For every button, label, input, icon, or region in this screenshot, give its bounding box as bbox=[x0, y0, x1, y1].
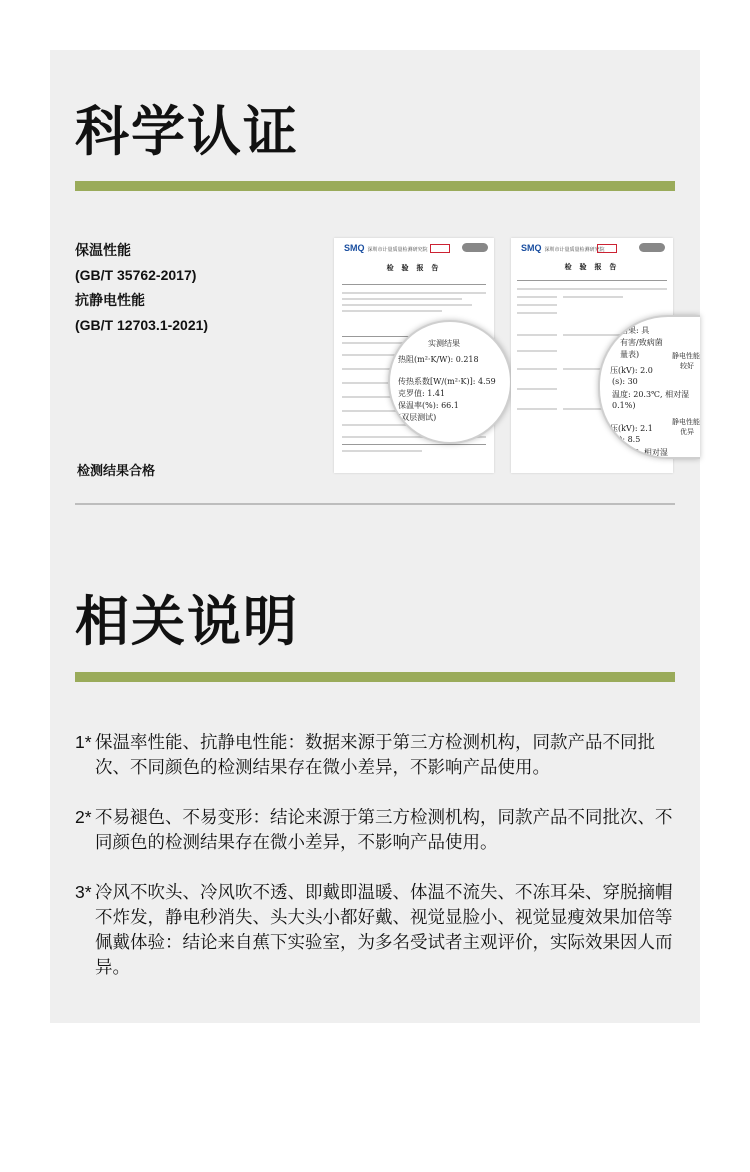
section-title-notes: 相关说明 bbox=[75, 592, 299, 652]
content-panel bbox=[50, 50, 700, 1023]
note-text: 冷风不吹头、冷风吹不透、即戴即温暖、体温不流失、不冻耳朵、穿脱摘帽不炸发，静电秒消失、头大头小都好戴、视觉显脸小、视觉显瘦效果加倍等佩戴体验：结论来自蕉下实验室，为多名受试者主观评价，实际效果因人而异。 bbox=[95, 882, 673, 977]
note-number: 1* bbox=[75, 732, 92, 752]
note-item bbox=[75, 805, 680, 855]
report-title: 检 验 报 告 bbox=[564, 264, 620, 271]
cert-list bbox=[75, 238, 208, 338]
magnified-result-1: 实测结果 热阻(m²·K/W): 0.218 传热系数[W/(m²·K)]: 4.59 克罗值: 1.41 保温率(%): 66.1 (双层测试) bbox=[388, 320, 512, 444]
section-divider bbox=[75, 503, 675, 505]
accent-bar bbox=[75, 181, 675, 191]
stamp-icon bbox=[430, 244, 450, 253]
cma-logo-icon bbox=[462, 243, 488, 252]
note-number: 2* bbox=[75, 807, 92, 827]
cert-line: 抗静电性能 bbox=[75, 292, 145, 308]
note-text: 保温率性能、抗静电性能：数据来源于第三方检测机构，同款产品不同批次、不同颜色的检测结果存在微小差异，不影响产品使用。 bbox=[95, 732, 655, 777]
section-title-certification: 科学认证 bbox=[75, 102, 299, 162]
note-item bbox=[75, 880, 680, 980]
magnified-result-2: 结果: 具 有害/致病菌 量表) 静电性能 较好 压(kV): 2.0 (s): 30 温度: 20.3℃, 相对湿 0.1%) 静电性能 优异 压(kV): 2.1 (s): 8.5 20.3℃, 相对湿 bbox=[598, 315, 700, 459]
test-result-pass: 检测结果合格 bbox=[77, 463, 156, 478]
report-org-logo: SMQ 深圳市计量质量检测研究院 bbox=[521, 243, 605, 253]
cert-line: (GB/T 35762-2017) bbox=[75, 267, 197, 283]
cert-line: (GB/T 12703.1-2021) bbox=[75, 317, 209, 333]
cma-logo-icon bbox=[639, 243, 665, 252]
cert-line: 保温性能 bbox=[75, 242, 131, 258]
stamp-icon bbox=[597, 244, 617, 253]
note-text: 不易褪色、不易变形：结论来源于第三方检测机构，同款产品不同批次、不同颜色的检测结果存在微小差异，不影响产品使用。 bbox=[95, 807, 673, 852]
note-item bbox=[75, 730, 680, 780]
report-org-logo: SMQ 深圳市计量质量检测研究院 bbox=[344, 243, 428, 253]
accent-bar bbox=[75, 672, 675, 682]
report-title: 检 验 报 告 bbox=[386, 265, 442, 272]
note-number: 3* bbox=[75, 882, 92, 902]
